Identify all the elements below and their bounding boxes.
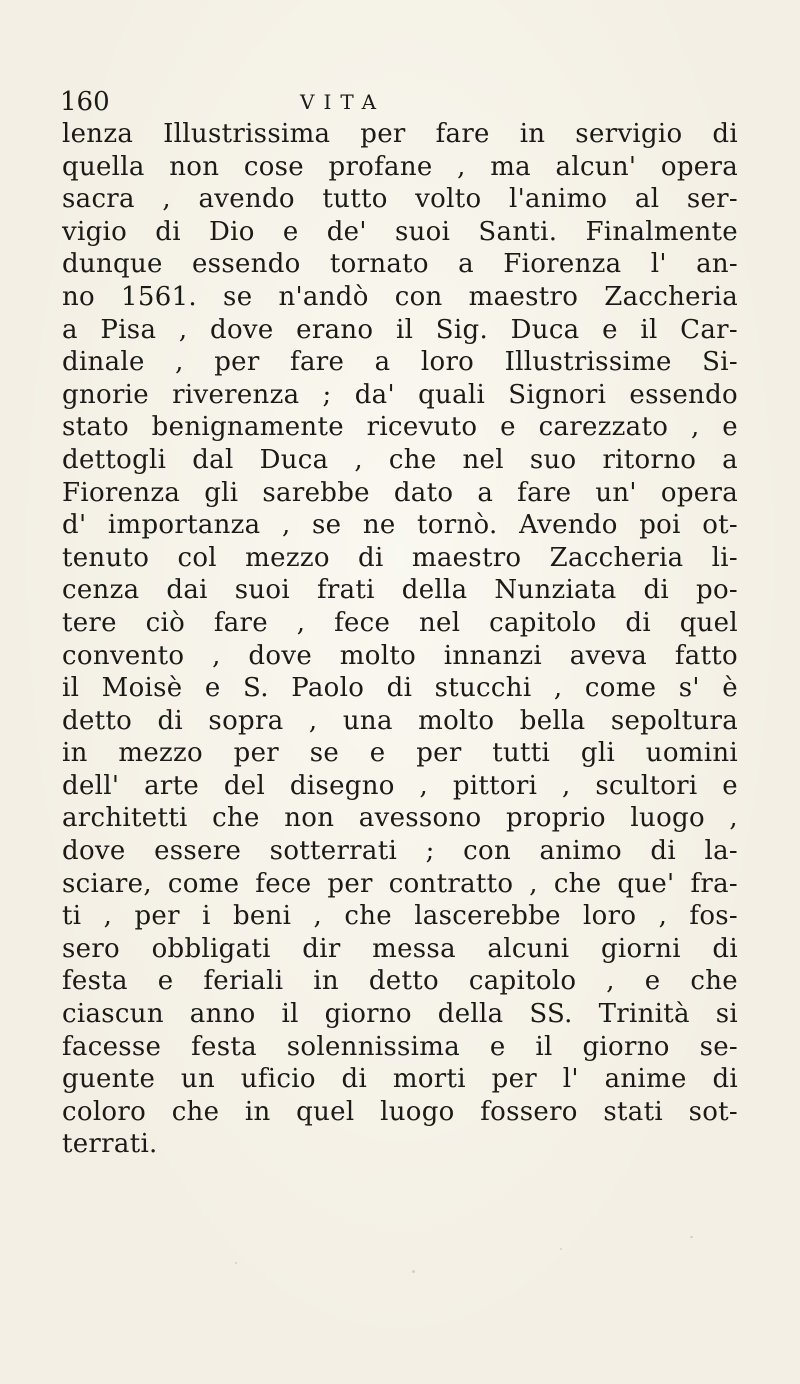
paper-speck [235, 1262, 237, 1264]
text-line: sacra , avendo tutto volto l'animo al ser- [62, 184, 738, 215]
text-line: guente un uficio di morti per l' anime di [62, 1064, 738, 1095]
text-line: d' importanza , se ne tornò. Avendo poi ot- [62, 510, 738, 541]
text-line: Fiorenza gli sarebbe dato a fare un' opera [62, 477, 738, 508]
text-line: dell' arte del disegno , pittori , scultori e [62, 770, 738, 801]
text-line: gnorie riverenza ; da' quali Signori essendo [62, 379, 738, 410]
text-line: cenza dai suoi frati della Nunziata di po- [62, 575, 738, 606]
running-title: VITA [300, 90, 386, 114]
text-line: facesse festa solennissima e il giorno se- [62, 1031, 738, 1062]
text-line: vigio di Dio e de' suoi Santi. Finalmente [62, 216, 738, 247]
text-line: sero obbligati dir messa alcuni giorni di [62, 933, 738, 964]
text-line: detto di sopra , una molto bella sepoltura [62, 705, 738, 736]
text-line: convento , dove molto innanzi aveva fatto [62, 640, 738, 671]
text-line: no 1561. se n'andò con maestro Zaccheria [62, 281, 738, 312]
body-text [62, 118, 738, 1161]
text-line: dunque essendo tornato a Fiorenza l' an- [62, 249, 738, 280]
text-line: coloro che in quel luogo fossero stati sot- [62, 1096, 738, 1127]
text-line: in mezzo per se e per tutti gli uomini [62, 738, 738, 769]
text-line: ciascun anno il giorno della SS. Trinità si [62, 999, 738, 1030]
text-line: stato benignamente ricevuto e carezzato , e [62, 412, 738, 443]
paper-speck [560, 1248, 562, 1250]
text-line: architetti che non avessono proprio luogo , [62, 803, 738, 834]
text-line: a Pisa , dove erano il Sig. Duca e il Car- [62, 314, 738, 345]
paper-speck [412, 1270, 415, 1273]
text-line: sciare, come fece per contratto , che que' fra- [62, 868, 738, 899]
text-line: festa e feriali in detto capitolo , e che [62, 966, 738, 997]
text-line: quella non cose profane , ma alcun' opera [62, 151, 738, 182]
paper-speck [690, 1236, 693, 1238]
text-line: dove essere sotterrati ; con animo di la- [62, 836, 738, 867]
text-line: il Moisè e S. Paolo di stucchi , come s' è [62, 673, 738, 704]
text-line: tere ciò fare , fece nel capitolo di quel [62, 607, 738, 638]
text-line: dettogli dal Duca , che nel suo ritorno a [62, 444, 738, 475]
text-line: dinale , per fare a loro Illustrissime Si- [62, 347, 738, 378]
text-line: tenuto col mezzo di maestro Zaccheria li- [62, 542, 738, 573]
running-head [60, 82, 740, 122]
text-line: ti , per i beni , che lascerebbe loro , fos- [62, 901, 738, 932]
text-line: lenza Illustrissima per fare in servigio di [62, 119, 738, 149]
text-line: terrati. [62, 1129, 158, 1160]
page-number: 160 [60, 87, 110, 117]
